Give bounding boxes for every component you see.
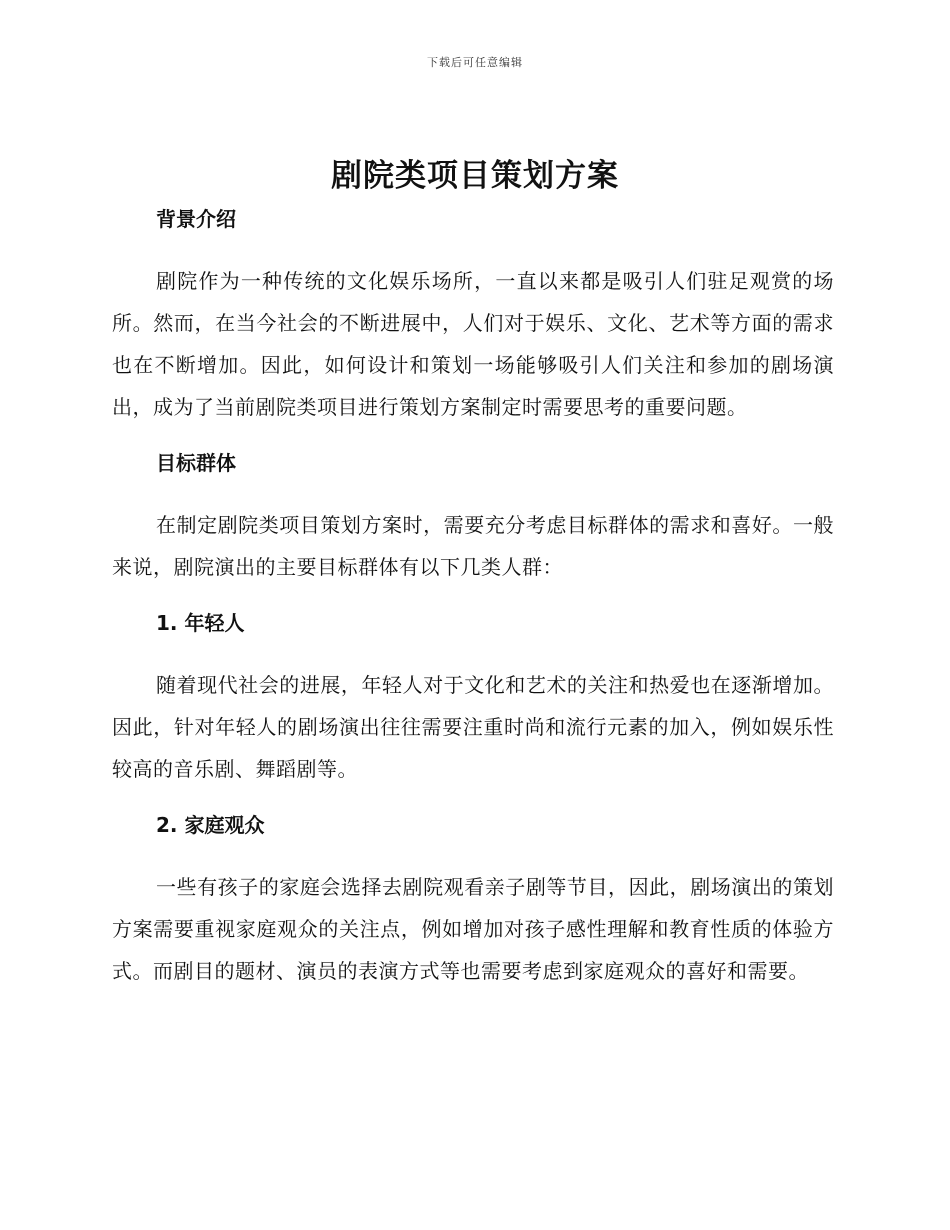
section-paragraph: 在制定剧院类项目策划方案时，需要充分考虑目标群体的需求和喜好。一般来说，剧院演出的主要目标群体有以下几类人群： [112,513,834,579]
document-body [112,204,834,992]
section-heading: 2. 家庭观众 [156,813,265,837]
section-young-people [112,608,834,790]
section-heading: 1. 年轻人 [156,611,245,635]
section-background [112,204,834,428]
section-paragraph: 剧院作为一种传统的文化娱乐场所，一直以来都是吸引人们驻足观赏的场所。然而，在当今社会的不断进展中，人们对于娱乐、文化、艺术等方面的需求也在不断增加。因此，如何设计和策划一场能够吸引人们关注和参加的剧场演出，成为了当前剧院类项目进行策划方案制定时需要思考的重要问题。 [112,269,834,419]
section-paragraph: 一些有孩子的家庭会选择去剧院观看亲子剧等节目，因此，剧场演出的策划方案需要重视家庭观众的关注点，例如增加对孩子感性理解和教育性质的体验方式。而剧目的题材、演员的表演方式等也需要考虑到家庭观众的喜好和需要。 [112,875,834,983]
header-note: 下载后可任意编辑 [427,56,523,69]
section-heading: 目标群体 [156,451,236,475]
section-family-audience [112,810,834,992]
section-target-group [112,448,834,588]
section-heading: 背景介绍 [156,207,236,231]
section-paragraph: 随着现代社会的进展，年轻人对于文化和艺术的关注和热爱也在逐渐增加。因此，针对年轻人的剧场演出往往需要注重时尚和流行元素的加入，例如娱乐性较高的音乐剧、舞蹈剧等。 [112,673,834,781]
document-title: 剧院类项目策划方案 [331,158,619,194]
